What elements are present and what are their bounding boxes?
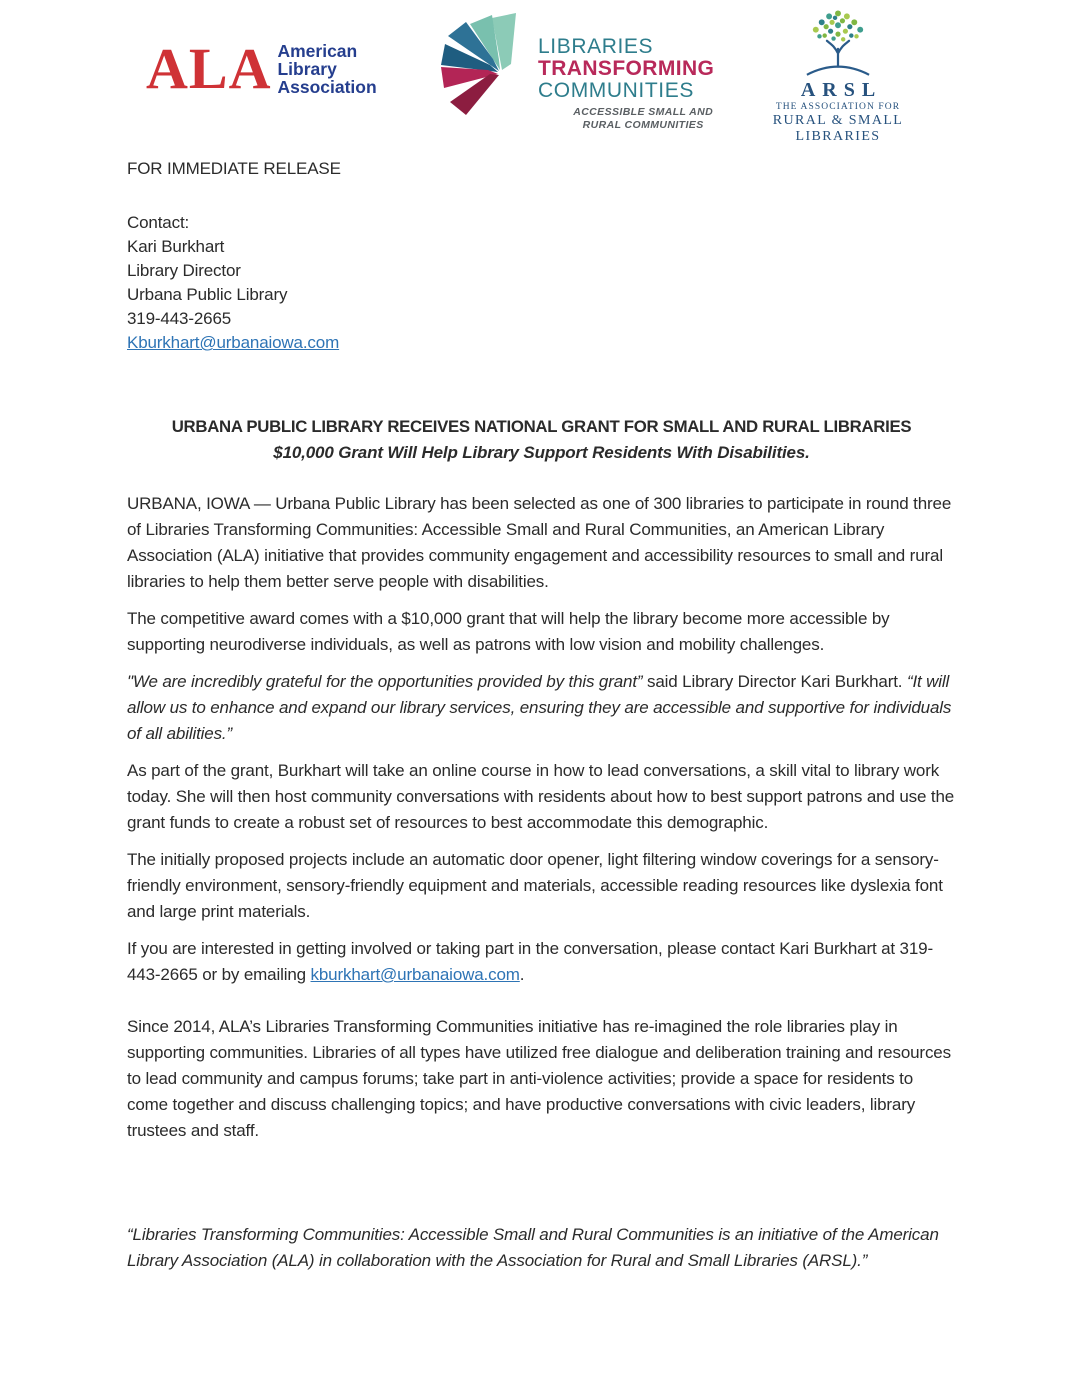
paragraph-since-2014: Since 2014, ALA’s Libraries Transforming Communities initiative has re-imagined the role libraries play in supporting communities. Libraries of all types have utilized free dialogue and deliberation training and resources to lead community and campus forums; take part in anti-violence activities; provide a space for residents to come together and discuss challenging topics; and have productive conversations with civic leaders, library trustees and staff. bbox=[127, 1017, 951, 1140]
get-involved-text: If you are interested in getting involved or taking part in the conversation, please contact Kari Burkhart at 319-443-2665 or by emailing bbox=[127, 939, 933, 984]
arsl-logo bbox=[762, 6, 914, 145]
ltc-tagline-line: ACCESSIBLE SMALL AND bbox=[573, 106, 714, 119]
headline: URBANA PUBLIC LIBRARY RECEIVES NATIONAL GRANT FOR SMALL AND RURAL LIBRARIES bbox=[171, 417, 912, 436]
contact-label: Contact: bbox=[127, 213, 190, 232]
paragraph-grant-course: As part of the grant, Burkhart will take an online course in how to lead conversations, a skill vital to library work today. She will then host community conversations with residents about how to best support patrons and use the grant funds to create a robust set of resources to best accommodate this demographic. bbox=[127, 761, 955, 832]
ala-wordmark-line: American bbox=[277, 41, 358, 61]
paragraph-quote bbox=[127, 669, 956, 747]
quote-attribution: said Library Director Kari Burkhart. bbox=[642, 672, 907, 691]
logos-header bbox=[0, 0, 1080, 144]
ala-wordmark-line: Association bbox=[277, 77, 377, 97]
contact-block bbox=[127, 211, 956, 355]
paragraph-projects: The initially proposed projects include an automatic door opener, light filtering window coverings for a sensory-friendly environment, sensory-friendly equipment and materials, accessible reading resources like dyslexia font and large print materials. bbox=[127, 850, 943, 921]
ltc-wordmark-communities: COMMUNITIES bbox=[538, 78, 694, 102]
contact-title: Library Director bbox=[127, 261, 241, 280]
release-tag: FOR IMMEDIATE RELEASE bbox=[127, 159, 341, 178]
arsl-tagline-line: RURAL & SMALL bbox=[772, 113, 904, 128]
ala-acronym: ALA bbox=[146, 36, 272, 101]
quote-segment: “It will allow us to enhance and expand our library services, ensuring they are accessible and supportive for individuals of all abilities.” bbox=[127, 672, 952, 743]
subheadline: $10,000 Grant Will Help Library Support Residents With Disabilities. bbox=[273, 443, 810, 462]
arsl-tagline-line: THE ASSOCIATION FOR bbox=[775, 102, 901, 112]
get-involved-period: . bbox=[519, 965, 525, 984]
press-release-body bbox=[127, 156, 956, 1274]
arsl-acronym: ARSL bbox=[800, 79, 883, 101]
ltc-tagline bbox=[538, 106, 714, 132]
arsl-tree-icon bbox=[790, 6, 886, 80]
ltc-tagline-line: RURAL COMMUNITIES bbox=[582, 119, 704, 132]
body-email-link[interactable]: kburkhart@urbanaiowa.com bbox=[310, 965, 520, 984]
contact-name: Kari Burkhart bbox=[127, 237, 225, 256]
ltc-wordmark-libraries: LIBRARIES bbox=[538, 35, 654, 58]
ltc-wordmark bbox=[538, 36, 714, 132]
quote-segment: "We are incredibly grateful for the opportunities provided by this grant” bbox=[127, 672, 643, 691]
ltc-book-fan-icon bbox=[436, 10, 536, 122]
ala-wordmark bbox=[277, 42, 376, 96]
paragraph-lead: URBANA, IOWA — Urbana Public Library has been selected as one of 300 libraries to participate in round three of Libraries Transforming Communities: Accessible Small and Rural Communities, an American Library Association (ALA) initiative that provides community engagement and accessibility resources to small and rural libraries to help them better serve people with disabilities. bbox=[127, 494, 952, 591]
ala-wordmark-line: Library bbox=[277, 59, 337, 79]
paragraph-closing-boilerplate: “Libraries Transforming Communities: Accessible Small and Rural Communities is an initiative of the American Library Association (ALA) in collaboration with the Association for Rural and Small Libraries (ARSL).” bbox=[127, 1225, 939, 1270]
contact-phone: 319-443-2665 bbox=[127, 309, 232, 328]
ala-logo bbox=[146, 36, 377, 101]
paragraph-award: The competitive award comes with a $10,000 grant that will help the library become more accessible by supporting neurodiverse individuals, as well as patrons with low vision and mobility challenges. bbox=[127, 609, 890, 654]
paragraph-get-involved bbox=[127, 936, 956, 988]
ltc-logo bbox=[436, 10, 714, 132]
ltc-wordmark-transforming: TRANSFORMING bbox=[538, 56, 715, 80]
contact-email-link[interactable]: Kburkhart@urbanaiowa.com bbox=[127, 333, 340, 352]
contact-org: Urbana Public Library bbox=[127, 285, 288, 304]
arsl-tagline-line: LIBRARIES bbox=[795, 129, 881, 144]
headline-block bbox=[127, 414, 956, 466]
